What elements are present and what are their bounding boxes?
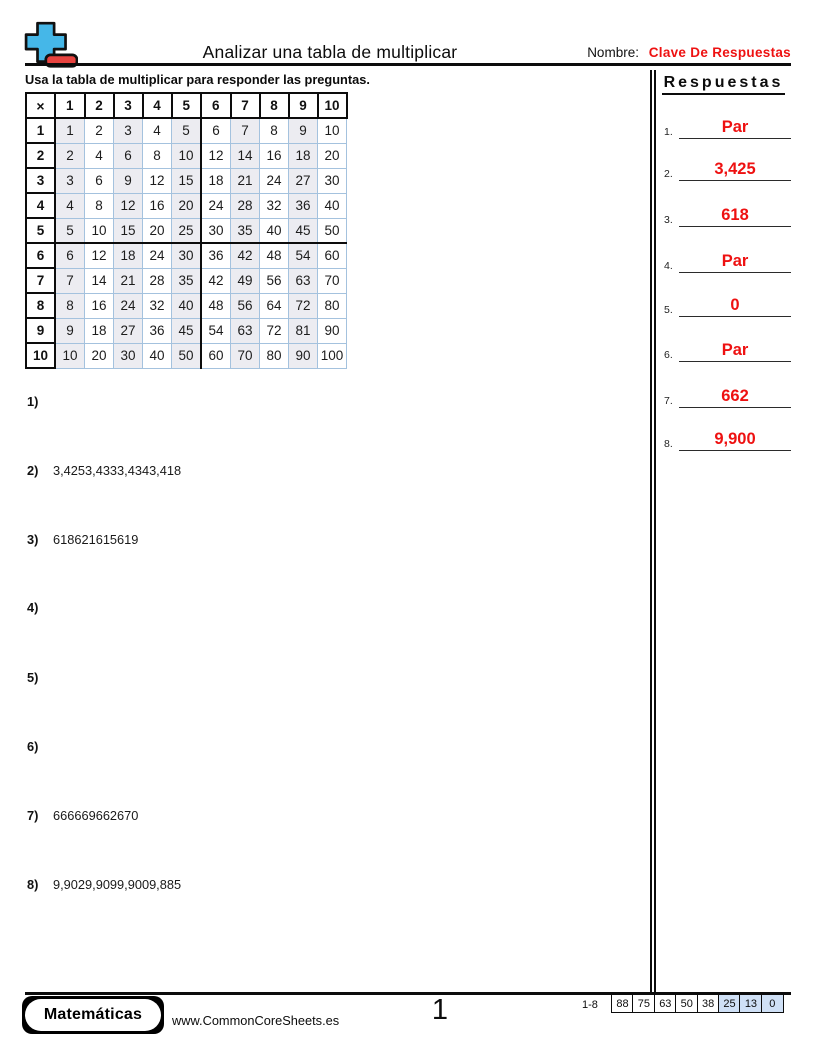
table-cell: 32 — [260, 193, 289, 218]
table-cell: 72 — [289, 293, 318, 318]
table-cell: 5 — [172, 118, 202, 143]
score-cell: 13 — [739, 994, 762, 1013]
table-cell: 7 — [231, 118, 260, 143]
table-cell: 30 — [318, 168, 347, 193]
table-cell: 20 — [172, 193, 202, 218]
table-cell: 80 — [260, 343, 289, 368]
table-cell: 60 — [201, 343, 231, 368]
header-divider — [25, 63, 791, 66]
question-number: 4) — [27, 600, 39, 615]
table-row-header: 7 — [26, 268, 55, 293]
plus-minus-icon — [24, 21, 78, 69]
table-cell: 54 — [289, 243, 318, 268]
table-cell: 48 — [260, 243, 289, 268]
score-cell: 50 — [675, 994, 698, 1013]
question-text: 618621615619 — [53, 532, 139, 547]
answer-value: Par — [679, 252, 791, 273]
table-cell: 12 — [143, 168, 172, 193]
table-cell: 20 — [85, 343, 114, 368]
table-cell: 12 — [201, 143, 231, 168]
question-number: 7) — [27, 808, 39, 823]
table-col-header: 9 — [289, 93, 318, 118]
table-col-header: 5 — [172, 93, 202, 118]
table-cell: 16 — [260, 143, 289, 168]
page-number: 1 — [431, 994, 449, 1026]
score-range-label: 1-8 — [582, 999, 598, 1011]
page-title: Analizar una tabla de multiplicar — [202, 42, 458, 62]
table-cell: 48 — [201, 293, 231, 318]
table-cell: 24 — [114, 293, 143, 318]
table-cell: 14 — [85, 268, 114, 293]
table-cell: 80 — [318, 293, 347, 318]
table-cell: 8 — [85, 193, 114, 218]
table-cell: 27 — [289, 168, 318, 193]
answer-number: 6. — [664, 349, 673, 361]
table-cell: 16 — [85, 293, 114, 318]
answer-item — [664, 154, 791, 181]
name-label: Nombre: — [587, 45, 639, 60]
table-cell: 9 — [289, 118, 318, 143]
table-cell: 20 — [143, 218, 172, 243]
answer-item — [664, 246, 791, 273]
table-cell: 15 — [114, 218, 143, 243]
answer-value: Par — [679, 118, 791, 139]
table-cell: 72 — [260, 318, 289, 343]
table-cell: 18 — [85, 318, 114, 343]
table-col-header: 10 — [318, 93, 347, 118]
table-cell: 25 — [172, 218, 202, 243]
table-cell: 35 — [172, 268, 202, 293]
question-text: 3,4253,4333,4343,418 — [53, 463, 182, 478]
table-cell: 90 — [289, 343, 318, 368]
table-cell: 30 — [172, 243, 202, 268]
table-cell: 49 — [231, 268, 260, 293]
table-cell: 40 — [318, 193, 347, 218]
score-cell: 25 — [718, 994, 741, 1013]
table-cell: 10 — [318, 118, 347, 143]
table-cell: 63 — [289, 268, 318, 293]
answer-value: 618 — [679, 206, 791, 227]
answer-number: 5. — [664, 304, 673, 316]
table-cell: 24 — [143, 243, 172, 268]
table-cell: 4 — [55, 193, 85, 218]
table-cell: 4 — [143, 118, 172, 143]
answer-number: 4. — [664, 260, 673, 272]
question-number: 8) — [27, 877, 39, 892]
table-cell: 4 — [85, 143, 114, 168]
table-cell: 60 — [318, 243, 347, 268]
table-cell: 10 — [85, 218, 114, 243]
table-row-header: 6 — [26, 243, 55, 268]
table-cell: 5 — [55, 218, 85, 243]
answer-item — [664, 290, 791, 317]
answers-panel — [650, 70, 791, 993]
table-col-header: 7 — [231, 93, 260, 118]
table-cell: 64 — [260, 293, 289, 318]
table-cell: 100 — [318, 343, 347, 368]
table-cell: 3 — [55, 168, 85, 193]
table-col-header: 6 — [201, 93, 231, 118]
table-cell: 50 — [318, 218, 347, 243]
table-cell: 18 — [114, 243, 143, 268]
brand-badge — [22, 996, 164, 1034]
answer-item — [664, 424, 791, 451]
score-cell: 63 — [654, 994, 677, 1013]
table-cell: 30 — [114, 343, 143, 368]
table-cell: 70 — [318, 268, 347, 293]
table-cell: 9 — [55, 318, 85, 343]
answer-value: 0 — [679, 296, 791, 317]
table-cell: 6 — [55, 243, 85, 268]
table-cell: 32 — [143, 293, 172, 318]
answer-number: 7. — [664, 395, 673, 407]
question-text: 666669662670 — [53, 808, 139, 823]
table-cell: 35 — [231, 218, 260, 243]
table-cell: 56 — [260, 268, 289, 293]
table-cell: 28 — [231, 193, 260, 218]
table-cell: 56 — [231, 293, 260, 318]
question-text: 9,9029,9099,9009,885 — [53, 877, 182, 892]
multiplication-table — [25, 92, 348, 369]
table-cell: 70 — [231, 343, 260, 368]
table-row-header: 8 — [26, 293, 55, 318]
score-cell: 75 — [632, 994, 655, 1013]
answer-value: 3,425 — [679, 160, 791, 181]
table-cell: 30 — [201, 218, 231, 243]
table-cell: 28 — [143, 268, 172, 293]
table-cell: 10 — [55, 343, 85, 368]
question-row — [27, 599, 627, 617]
answer-number: 1. — [664, 126, 673, 138]
table-row-header: 1 — [26, 118, 55, 143]
table-cell: 81 — [289, 318, 318, 343]
table-cell: 10 — [172, 143, 202, 168]
table-cell: 8 — [260, 118, 289, 143]
name-row — [587, 45, 791, 60]
answer-item — [664, 335, 791, 362]
table-cell: 18 — [201, 168, 231, 193]
answer-value: 9,900 — [679, 430, 791, 451]
question-row — [27, 738, 627, 756]
table-col-header: 1 — [55, 93, 85, 118]
question-number: 1) — [27, 394, 39, 409]
table-cell: 18 — [289, 143, 318, 168]
table-col-header: 2 — [85, 93, 114, 118]
answer-item — [664, 112, 791, 139]
answers-title: Respuestas — [662, 74, 786, 95]
table-cell: 8 — [143, 143, 172, 168]
table-cell: 2 — [55, 143, 85, 168]
table-row-header: 4 — [26, 193, 55, 218]
table-col-header: 8 — [260, 93, 289, 118]
score-strip — [611, 994, 784, 1013]
instructions-text: Usa la tabla de multiplicar para responder las preguntas. — [25, 72, 370, 87]
table-cell: 54 — [201, 318, 231, 343]
table-cell: 1 — [55, 118, 85, 143]
table-row-header: 10 — [26, 343, 55, 368]
table-cell: 24 — [260, 168, 289, 193]
question-number: 2) — [27, 463, 39, 478]
answer-item — [664, 200, 791, 227]
score-cell: 88 — [611, 994, 634, 1013]
table-cell: 2 — [85, 118, 114, 143]
table-cell: 7 — [55, 268, 85, 293]
table-col-header: 4 — [143, 93, 172, 118]
table-row-header: 3 — [26, 168, 55, 193]
table-cell: 63 — [231, 318, 260, 343]
question-number: 3) — [27, 532, 39, 547]
question-row — [27, 669, 627, 687]
table-cell: 6 — [85, 168, 114, 193]
table-cell: 9 — [114, 168, 143, 193]
table-cell: 45 — [289, 218, 318, 243]
table-row-header: 2 — [26, 143, 55, 168]
table-cell: 21 — [231, 168, 260, 193]
brand-label: Matemáticas — [25, 999, 161, 1031]
table-cell: 90 — [318, 318, 347, 343]
answer-number: 3. — [664, 214, 673, 226]
answer-item — [664, 381, 791, 408]
table-cell: 3 — [114, 118, 143, 143]
table-cell: 45 — [172, 318, 202, 343]
table-cell: 24 — [201, 193, 231, 218]
question-row — [27, 531, 627, 549]
table-cell: 8 — [55, 293, 85, 318]
table-cell: 12 — [85, 243, 114, 268]
table-cell: 42 — [201, 268, 231, 293]
multiplication-table-wrap — [25, 92, 348, 369]
commoncoresheets-logo — [24, 21, 78, 69]
table-cell: 6 — [114, 143, 143, 168]
question-row — [27, 393, 627, 411]
table-cell: 6 — [201, 118, 231, 143]
answer-key-label: Clave De Respuestas — [648, 45, 791, 60]
table-cell: 20 — [318, 143, 347, 168]
table-cell: 15 — [172, 168, 202, 193]
table-cell: 21 — [114, 268, 143, 293]
table-cell: 40 — [260, 218, 289, 243]
question-number: 5) — [27, 670, 39, 685]
question-row — [27, 462, 627, 480]
score-cell: 38 — [697, 994, 720, 1013]
table-cell: 36 — [289, 193, 318, 218]
table-cell: 14 — [231, 143, 260, 168]
table-cell: 36 — [201, 243, 231, 268]
table-cell: 16 — [143, 193, 172, 218]
table-cell: 27 — [114, 318, 143, 343]
question-row — [27, 876, 627, 894]
table-cell: 36 — [143, 318, 172, 343]
table-row-header: 9 — [26, 318, 55, 343]
question-number: 6) — [27, 739, 39, 754]
table-cell: 40 — [172, 293, 202, 318]
answer-number: 8. — [664, 438, 673, 450]
table-cell: 12 — [114, 193, 143, 218]
table-col-header: 3 — [114, 93, 143, 118]
answer-value: 662 — [679, 387, 791, 408]
question-row — [27, 807, 627, 825]
answer-value: Par — [679, 341, 791, 362]
table-cell: 40 — [143, 343, 172, 368]
table-cell: 42 — [231, 243, 260, 268]
answer-number: 2. — [664, 168, 673, 180]
website-url: www.CommonCoreSheets.es — [172, 1013, 340, 1028]
table-row-header: 5 — [26, 218, 55, 243]
table-cell: 50 — [172, 343, 202, 368]
table-corner-cell: × — [26, 93, 55, 118]
score-cell: 0 — [761, 994, 784, 1013]
